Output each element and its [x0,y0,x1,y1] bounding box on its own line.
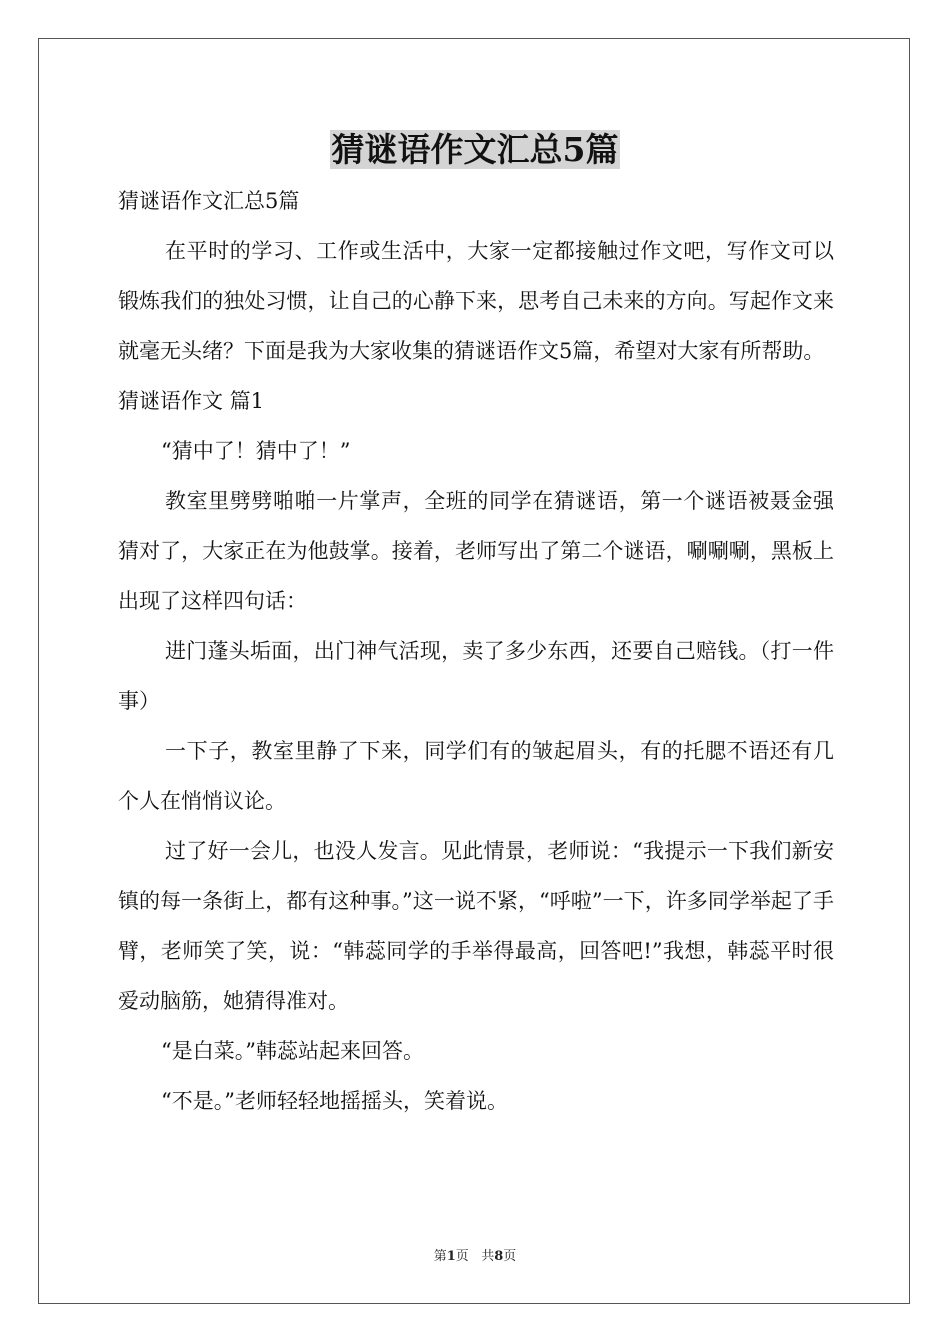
footer-page-prefix: 第 [433,1249,447,1264]
body-paragraph-2: 教室里劈劈啪啪一片掌声，全班的同学在猜谜语，第一个谜语被聂金强猜对了，大家正在为他鼓掌。接着，老师写出了第二个谜语，唰唰唰，黑板上出现了这样四句话： [118,489,834,613]
section-heading: 猜谜语作文 篇1 [118,389,265,413]
footer-page-mid: 页 [455,1249,469,1264]
body-paragraph-6: “是白菜。”韩蕊站起来回答。 [161,1039,424,1063]
body-paragraph-7: “不是。”老师轻轻地摇摇头，笑着说。 [161,1089,508,1113]
body-paragraph-4: 一下子，教室里静了下来，同学们有的皱起眉头，有的托腮不语还有几个人在悄悄议论。 [118,739,834,813]
footer-page-current: 1 [446,1249,456,1264]
footer-total-suffix: 页 [503,1249,517,1264]
riddle-paragraph: 进门蓬头垢面，出门神气活现，卖了多少东西，还要自己赔钱。（打一件事） [118,639,834,713]
page-footer [0,1247,950,1267]
document-title-text: 猜谜语作文汇总5篇 [331,130,619,169]
intro-paragraph: 在平时的学习、工作或生活中，大家一定都接触过作文吧，写作文可以锻炼我们的独处习惯，让自己的心静下来，思考自己未来的方向。写起作文来就毫无头绪？下面是我为大家收集的猜谜语作文5篇，希望对大家有所帮助。 [118,239,834,363]
body-paragraph-1: “猜中了！猜中了！” [161,439,351,463]
footer-page-total: 8 [494,1249,504,1264]
body-paragraph-5: 过了好一会儿，也没人发言。见此情景，老师说：“我提示一下我们新安镇的每一条街上，都有这种事。”这一说不紧，“呼啦”一下，许多同学举起了手臂，老师笑了笑，说：“韩蕊同学的手举得最高，回答吧!”我想，韩蕊平时很爱动脑筋，她猜得准对。 [118,839,834,1013]
document-subtitle: 猜谜语作文汇总5篇 [118,189,300,213]
document-title [0,128,950,172]
document-body [118,176,834,1126]
footer-total-prefix: 共 [481,1249,495,1264]
